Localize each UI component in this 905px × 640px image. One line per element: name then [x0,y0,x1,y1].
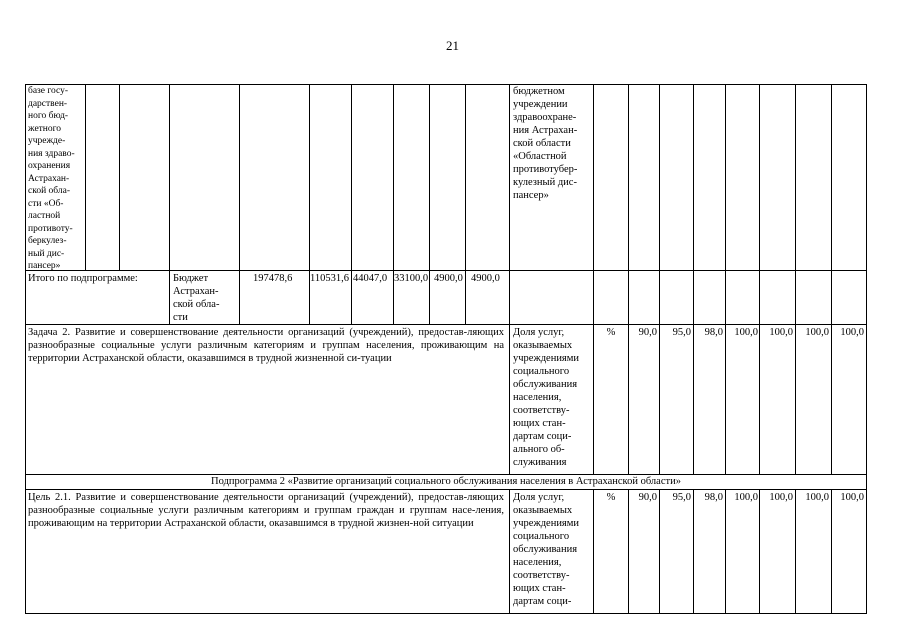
task-value: 100,0 [734,327,758,338]
task-value: 98,0 [704,327,723,338]
subtotal-value-year: 33100,0 [394,273,429,284]
col-divider [351,84,352,325]
row-divider [25,270,867,271]
goal-value: 100,0 [769,492,793,503]
continuation-name-cell: базе госу- дарствен- ного бюд- жетного учрежде- ния здраво- охранения Астрахан- ской обла- сти «Об- ластной противоту- беркулез- ный дис- пансер» [28,86,75,270]
col-divider [831,84,832,475]
subtotal-value-year: 110531,6 [310,273,349,284]
table-border-right [866,84,867,614]
task-indicator: Доля услуг, оказываемых учреждениями социального обслуживания населения, соответству- ющих стан- дартам соци- ального об- служивания [513,327,580,468]
goal-description: Цель 2.1. Развитие и совершенствование деятельности организаций (учреждений), предостав-ляющих разнообразные социальные услуги различным категориям и группам граждан и группам насе-ления, проживающим на территории Астраханской области, оказавшимся в трудной жизнен-ной ситуации [28,492,504,529]
col-divider [693,489,694,614]
col-divider [795,489,796,614]
goal-value: 100,0 [840,492,864,503]
program-table [25,84,867,614]
col-divider [725,489,726,614]
col-divider [659,489,660,614]
row-divider [25,324,867,325]
goal-value: 90,0 [638,492,657,503]
task-description: Задача 2. Развитие и совершенствование деятельности организаций (учреждений), предостав-ляющих разнообразные социальные услуги различным категориям и группам населения, проживающим на территории Астраханской области, оказавшимся в трудной жизненной си-туации [28,327,504,364]
goal-indicator: Доля услуг, оказываемых учреждениями социального обслуживания населения, соответству- ющих стан- дартам соци- [513,492,580,607]
subtotal-value-year: 4900,0 [434,273,463,284]
row-divider [25,489,867,490]
col-divider [593,84,594,475]
task-value: 100,0 [805,327,829,338]
col-divider [169,84,170,271]
col-divider [759,489,760,614]
table-border-left [25,84,26,614]
col-divider [628,489,629,614]
page-number: 21 [446,38,459,53]
subprogram-header: Подпрограмма 2 «Развитие организаций социального обслуживания населения в Астраханской области» [211,476,681,487]
task-unit: % [606,327,616,338]
col-divider [509,489,510,614]
goal-value: 100,0 [805,492,829,503]
col-divider [693,84,694,475]
subtotal-value-year: 4900,0 [471,273,500,284]
col-divider [509,84,510,475]
col-divider [725,84,726,475]
col-divider [239,84,240,271]
col-divider [831,489,832,614]
col-divider [429,84,430,325]
continuation-indicator-cell: бюджетном учреждении здравоохране- ния Астрахан- ской области «Областной противотубер- кулезный дис- пансер» [513,86,578,201]
col-divider [759,84,760,475]
col-divider [795,84,796,475]
col-divider [628,84,629,475]
task-value: 95,0 [672,327,691,338]
col-divider [169,270,170,325]
table-border-top [25,84,867,85]
col-divider [85,84,86,271]
goal-unit: % [606,492,616,503]
col-divider [239,270,240,325]
col-divider [309,84,310,271]
goal-value: 98,0 [704,492,723,503]
subtotal-funding-source: Бюджет Астрахан- ской обла- сти [173,273,220,323]
task-value: 90,0 [638,327,657,338]
subtotal-value-total: 197478,6 [253,273,293,284]
col-divider [393,84,394,325]
goal-value: 100,0 [734,492,758,503]
goal-value: 95,0 [672,492,691,503]
col-divider [119,84,120,271]
table-border-bottom [25,613,867,614]
col-divider [659,84,660,475]
task-value: 100,0 [769,327,793,338]
subtotal-value-year: 44047,0 [353,273,388,284]
col-divider [593,489,594,614]
task-value: 100,0 [840,327,864,338]
col-divider [465,84,466,325]
subtotal-label: Итого по подпрограмме: [28,273,138,284]
